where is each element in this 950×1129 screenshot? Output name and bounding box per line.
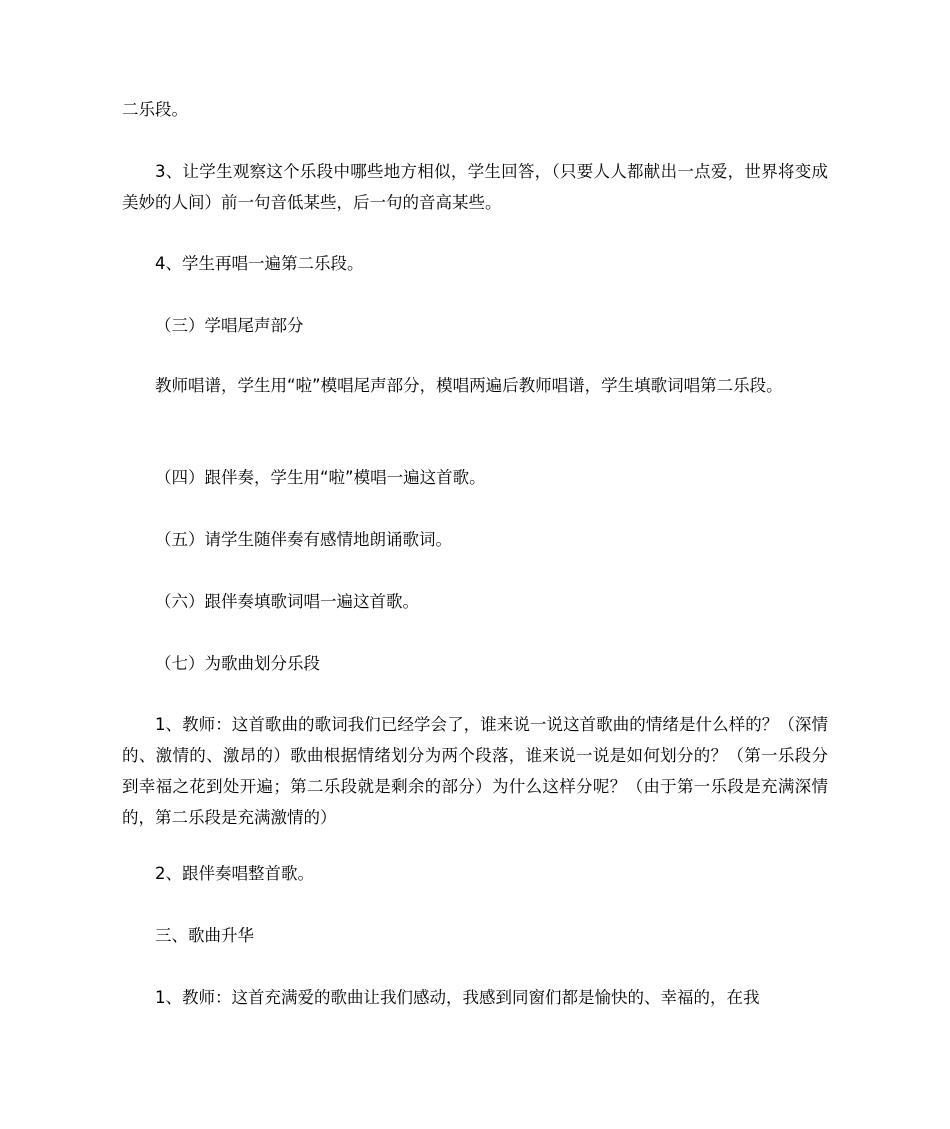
section-heading-4: （四）跟伴奏，学生用“啦”模唱一遍这首歌。 bbox=[155, 468, 486, 487]
section-heading-6: （六）跟伴奏填歌词唱一遍这首歌。 bbox=[155, 592, 419, 611]
section-heading-7: （七）为歌曲划分乐段 bbox=[155, 654, 320, 673]
section-heading-5: （五）请学生随伴奏有感情地朗诵歌词。 bbox=[155, 530, 452, 549]
paragraph-teacher-feeling: 1、教师：这首充满爱的歌曲让我们感动，我感到同窗们都是愉快的、幸福的，在我 bbox=[155, 988, 760, 1007]
section-heading-3: （三）学唱尾声部分 bbox=[155, 316, 304, 335]
paragraph-teacher-sing: 教师唱谱，学生用“啦”模唱尾声部分，模唱两遍后教师唱谱，学生填歌词唱第二乐段。 bbox=[155, 376, 783, 395]
section-heading-sublimation: 三、歌曲升华 bbox=[155, 926, 254, 945]
paragraph-step-4: 4、学生再唱一遍第二乐段。 bbox=[155, 254, 364, 273]
paragraph-division: 1、教师：这首歌曲的歌词我们已经学会了，谁来说一说这首歌曲的情绪是什么样的？（深情的、激情的、激昂的）歌曲根据情绪划分为两个段落，谁来说一说是如何划分的？（第一乐段分到幸福之花到处开遍；第二乐段就是剩余的部分）为什么这样分呢？（由于第一乐段是充满深情的，第二乐段是充满激情的） bbox=[122, 715, 828, 827]
paragraph-step-3: 3、让学生观察这个乐段中哪些地方相似，学生回答，（只要人人都献出一点爱，世界将变成美妙的人间）前一句音低某些，后一句的音高某些。 bbox=[122, 162, 828, 212]
paragraph-continuation: 二乐段。 bbox=[122, 100, 188, 119]
paragraph-sing-whole: 2、跟伴奏唱整首歌。 bbox=[155, 864, 314, 883]
